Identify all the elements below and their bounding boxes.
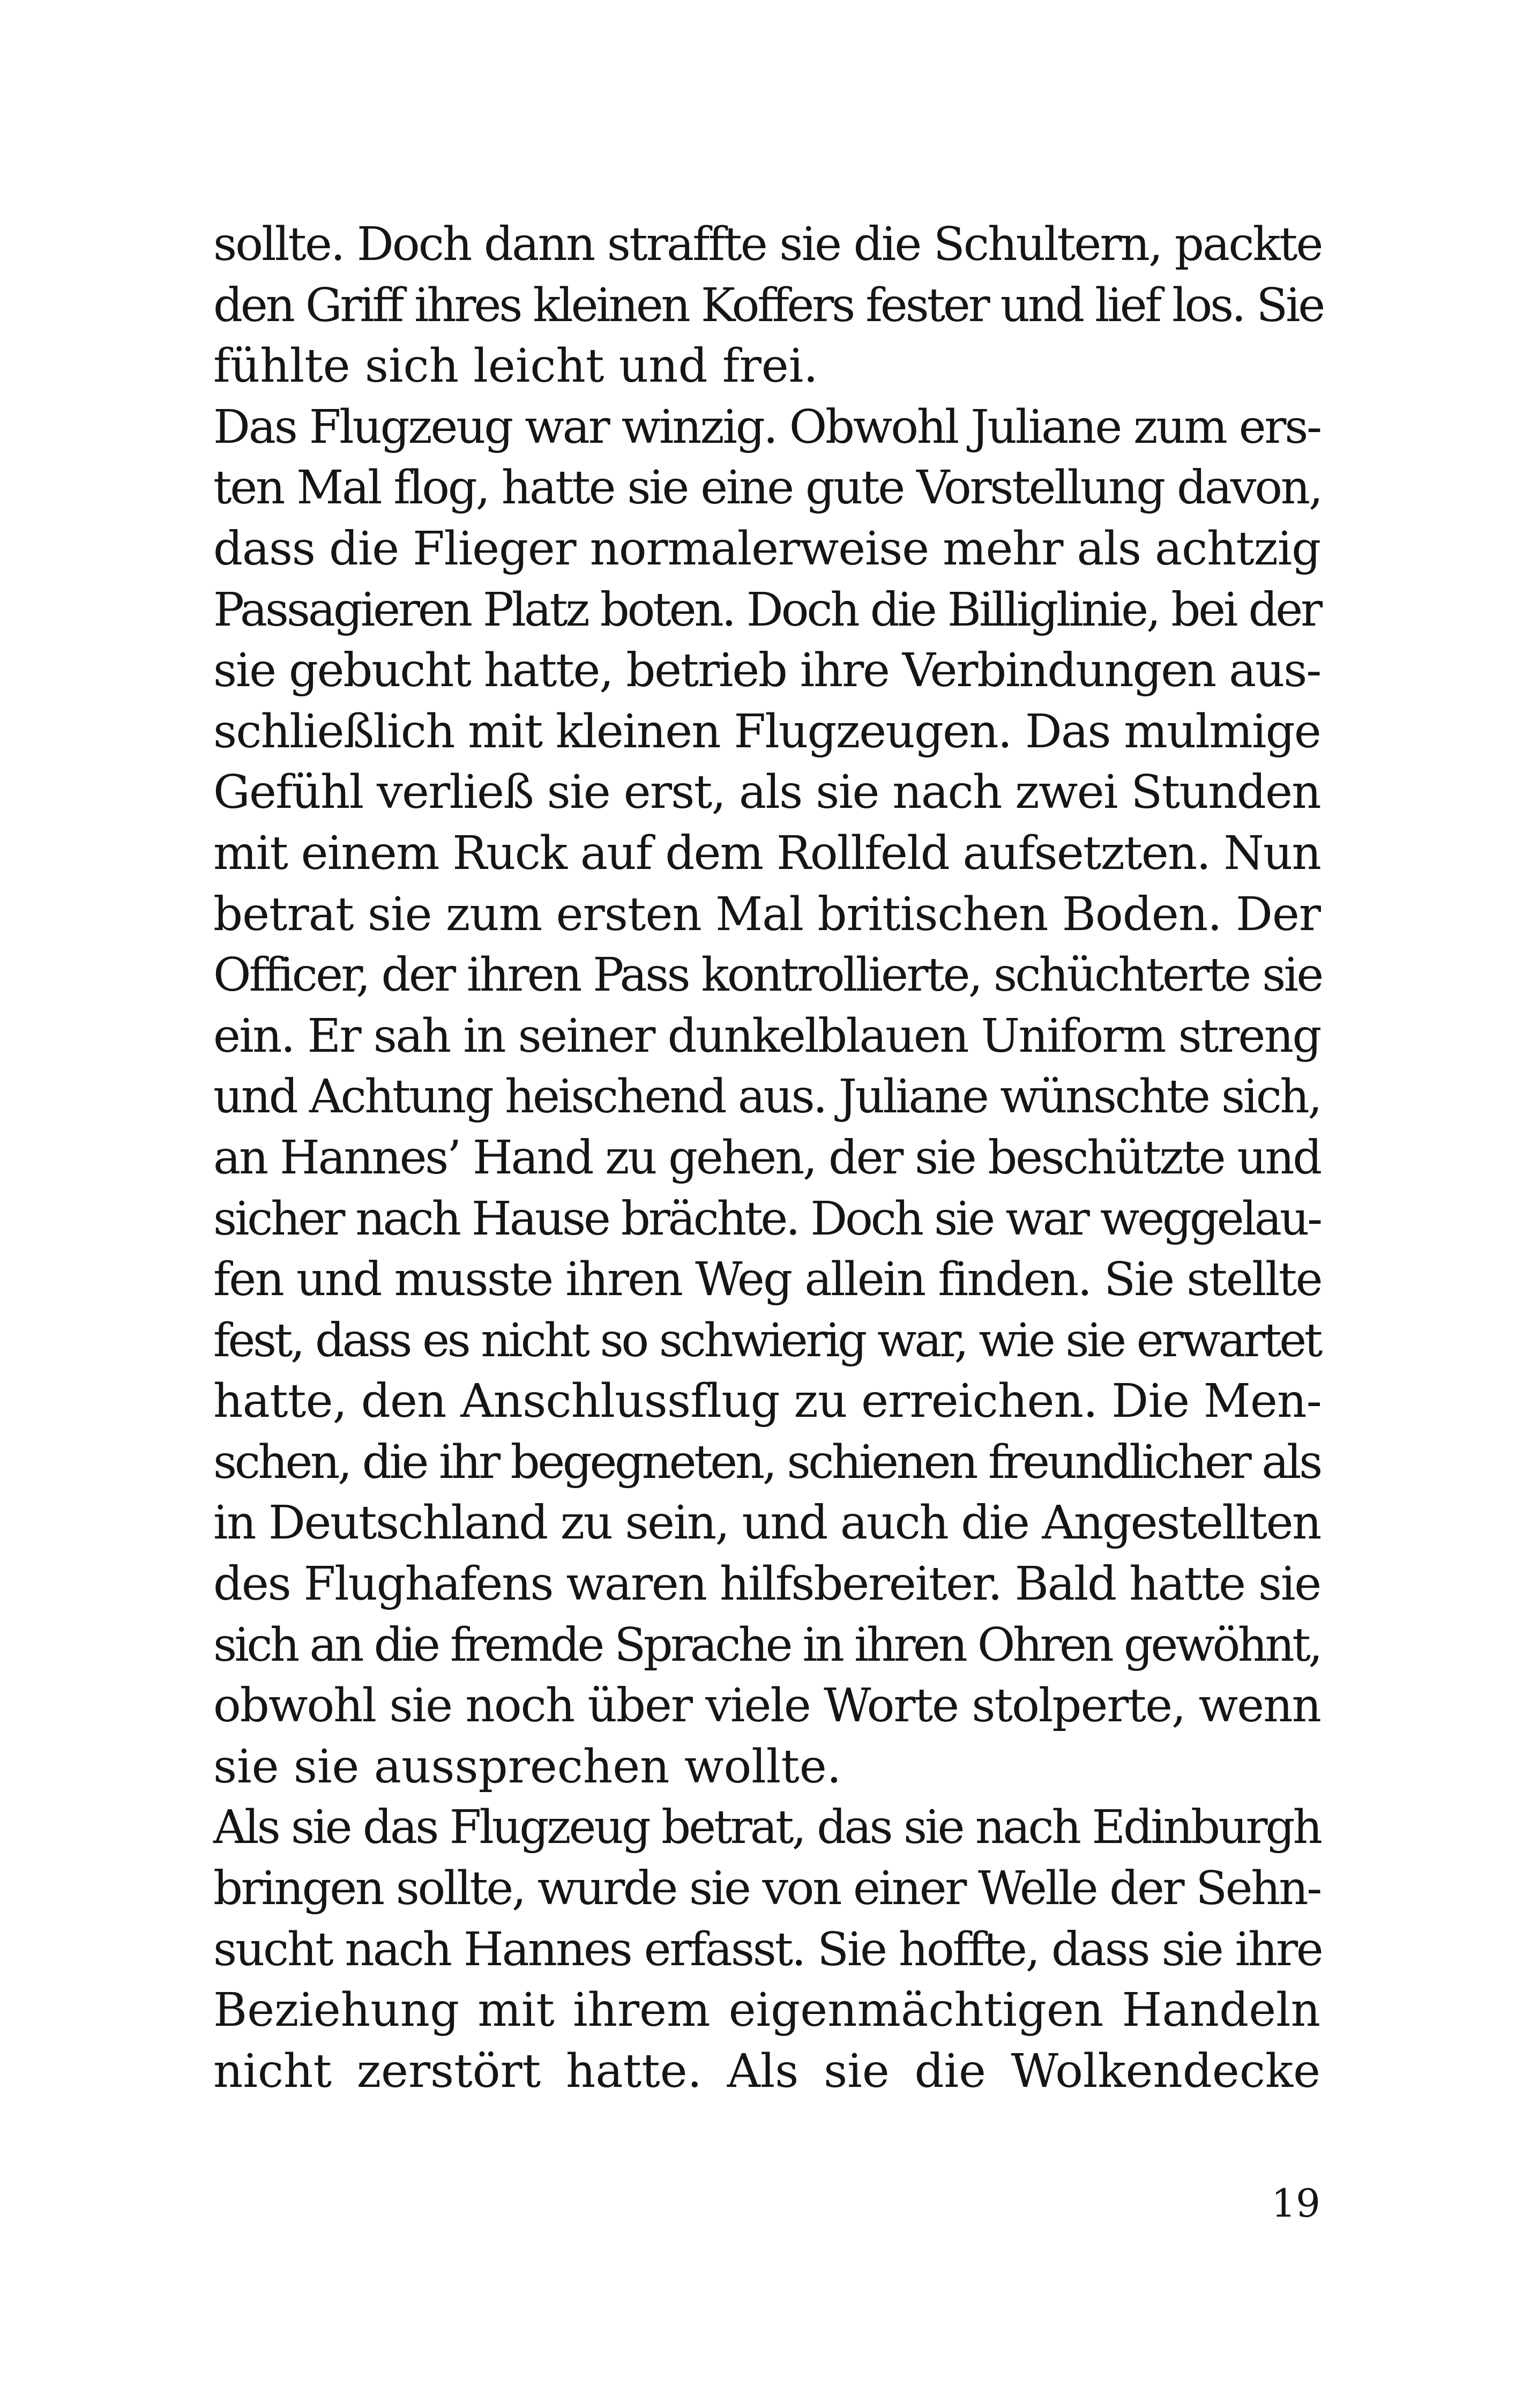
body-text: [213, 214, 1324, 2102]
text-line: an Hannes’ Hand zu gehen, der sie beschützte und: [213, 1131, 1320, 1185]
text-line: sie gebucht hatte, betrieb ihre Verbindungen aus-: [213, 644, 1321, 698]
text-line: Gefühl verließ sie erst, als sie nach zwei Stunden: [213, 765, 1320, 820]
text-line: ein. Er sah in seiner dunkelblauen Uniform streng: [213, 1009, 1320, 1063]
text-line: obwohl sie noch über viele Worte stolperte, wenn: [213, 1679, 1320, 1733]
text-line: sollte. Doch dann straffte sie die Schultern, packte: [213, 218, 1322, 271]
text-line: dass die Flieger normalerweise mehr als achtzig: [213, 522, 1320, 576]
text-line: ten Mal flog, hatte sie eine gute Vorstellung davon,: [213, 461, 1322, 515]
text-line: sich an die fremde Sprache in ihren Ohren gewöhnt,: [213, 1618, 1320, 1672]
page-number: 19: [1271, 2181, 1320, 2226]
text-line: den Griff ihres kleinen Koffers fester und lief los. Sie: [213, 278, 1324, 332]
text-line: Passagieren Platz boten. Doch die Billiglinie, bei der: [213, 583, 1320, 637]
text-line: sicher nach Hause brächte. Doch sie war weggelau-: [213, 1192, 1320, 1246]
text-line: Beziehung mit ihrem eigenmächtigen Handeln: [213, 1983, 1320, 2038]
text-line: bringen sollte, wurde sie von einer Welle der Sehn-: [213, 1862, 1320, 1916]
text-line: in Deutschland zu sein, und auch die Angestellten: [213, 1496, 1320, 1550]
text-line: sie sie aussprechen wollte.: [213, 1740, 842, 1794]
text-line: fühlte sich leicht und frei.: [213, 339, 818, 393]
text-line: fen und musste ihren Weg allein finden. Sie stellte: [213, 1253, 1322, 1307]
text-line: sucht nach Hannes erfasst. Sie hoffte, dass sie ihre: [213, 1922, 1322, 1976]
text-line: des Flughafens waren hilfsbereiter. Bald hatte sie: [213, 1557, 1320, 1611]
text-line: hatte, den Anschlussflug zu erreichen. Die Men-: [213, 1374, 1322, 1429]
text-line: betrat sie zum ersten Mal britischen Boden. Der: [213, 887, 1321, 941]
text-line: Das Flugzeug war winzig. Obwohl Juliane zum ers-: [213, 400, 1320, 454]
text-line: und Achtung heischend aus. Juliane wünschte sich,: [213, 1070, 1320, 1124]
text-line: nicht zerstört hatte. Als sie die Wolkendecke: [213, 2044, 1320, 2098]
text-line: fest, dass es nicht so schwierig war, wie sie erwartet: [213, 1313, 1320, 1367]
text-line: schen, die ihr begegneten, schienen freundlicher als: [213, 1435, 1320, 1489]
text-line: Officer, der ihren Pass kontrollierte, schüchterte sie: [213, 948, 1322, 1002]
text-line: mit einem Ruck auf dem Rollfeld aufsetzten. Nun: [213, 826, 1321, 880]
text-line: Als sie das Flugzeug betrat, das sie nach Edinburgh: [213, 1801, 1320, 1855]
text-line: schließlich mit kleinen Flugzeugen. Das mulmige: [213, 704, 1320, 759]
